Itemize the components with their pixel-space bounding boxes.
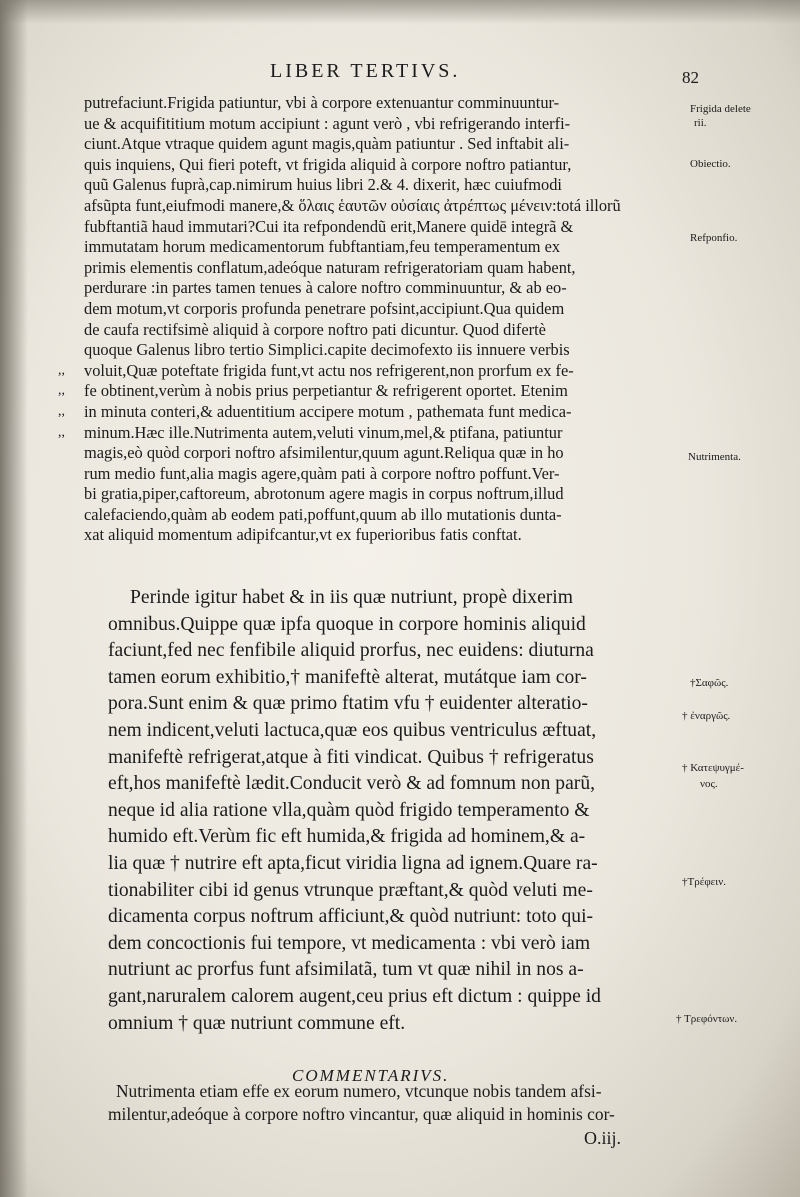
text-line: magis,eò quòd corpori noftro afsimilentur,quum agunt.Reliqua quæ in ho	[84, 443, 564, 463]
margin-note-greek: † Κατεψυγμέ-	[682, 762, 744, 774]
text-line: bi gratia,piper,caftoreum, abrotonum agere magis in corpus noftrum,illud	[84, 484, 564, 504]
quote-mark: ,,	[58, 362, 65, 378]
text-line: pora.Sunt enim & quæ primo ftatim vfu † euidenter alteratio-	[108, 693, 588, 715]
margin-note-greek: †Τρέφειν.	[682, 876, 726, 888]
text-line: quoque Galenus libro tertio Simplici.capite decimofexto iis innuere verbis	[84, 340, 570, 360]
text-line: omnium † quæ nutriunt commune eft.	[108, 1012, 406, 1034]
text-line-quoted	[58, 422, 684, 444]
text-line: de caufa rectifsimè aliquid à corpore noftro pati dicuntur. Quod difertè	[84, 319, 546, 339]
text-line: afsũpta funt,eiufmodi manere,& ὅλαις ἑαυτῶν οὐσίαις ἀτρέπτως μένειν:totá illorũ	[84, 195, 621, 215]
text-line: immutatam horum medicamentorum fubftantiam,feu temperamentum ex	[84, 237, 561, 257]
text-line: putrefaciunt.Frigida patiuntur, vbi à corpore extenuantur comminuuntur-	[84, 93, 560, 112]
text-line: manifeftè refrigerat,atque à fiti vindicat. Quibus † refrigeratus	[108, 746, 594, 768]
margin-note-greek-cont: νος.	[700, 778, 718, 790]
text-line-quoted	[58, 401, 684, 423]
text-line: dicamenta corpus noftrum afficiunt,& quòd nutriunt: toto qui-	[108, 906, 594, 928]
text-line: eft,hos manifeftè lædit.Conducit verò & ad fomnum non parũ,	[108, 773, 596, 795]
text-line: xat aliquid momentum adipifcantur,vt ex fuperioribus fatis conftat.	[84, 525, 522, 545]
text-line: Perinde igitur habet & in iis quæ nutriunt, propè dixerim	[130, 587, 573, 608]
commentary-paragraph	[108, 1080, 688, 1126]
text-line: rum medio funt,alia magis agere,quàm pati à corpore noftro poffunt.Ver-	[84, 463, 560, 483]
small-type-paragraph	[58, 93, 684, 546]
text-line-quoted	[58, 381, 684, 402]
quote-mark: ,,	[58, 383, 65, 399]
quote-mark: ,,	[58, 424, 65, 440]
folio-number: 82	[682, 68, 699, 87]
text-line-content: fe obtinent,verùm à nobis prius perpetiantur & refrigerent oportet. Etenim	[84, 381, 568, 401]
text-line: omnibus.Quippe quæ ipfa quoque in corpore hominis aliquid	[108, 613, 586, 635]
text-line: gant,naruralem calorem augent,ceu prius eft dictum : quippe id	[108, 985, 601, 1007]
margin-note-obiectio: Obiectio.	[690, 158, 731, 170]
text-line: tamen eorum exhibitio,† manifeftè alterat, mutátque iam cor-	[108, 666, 587, 688]
margin-note-frigida-cont: rii.	[694, 117, 707, 129]
text-line-content: minum.Hæc ille.Nutrimenta autem,veluti vinum,mel,& ptifana, patiuntur	[84, 422, 563, 442]
text-line-content: voluit,Quæ poteftate frigida funt,vt actu nos refrigerent,non prorfum ex fe-	[84, 360, 574, 380]
text-line: dem concoctionis fui tempore, vt medicamenta : vbi verò iam	[108, 932, 591, 954]
text-line-content: in minuta conteri,& aduentitium accipere motum , pathemata funt medica-	[84, 401, 572, 421]
signature-mark: O.iij.	[584, 1128, 622, 1148]
gutter-shadow	[0, 0, 28, 1197]
text-line-quoted	[58, 360, 684, 382]
margin-note-responsio: Refponfio.	[690, 232, 738, 244]
text-line: dem motum,vt corporis profunda penetrare pofsint,accipiunt.Qua quidem	[84, 298, 565, 318]
large-type-paragraph	[108, 585, 688, 1037]
text-line: primis elementis conflatum,adeóque naturam refrigeratoriam quam habent,	[84, 257, 576, 277]
text-line: perdurare :in partes tamen tenues à calore noftro comminuuntur, & ab eo-	[84, 278, 567, 298]
text-line: humido eft.Verùm fic eft humida,& frigida ad hominem,& a-	[108, 826, 586, 848]
text-line: faciunt,fed nec fenfibile aliquid prorfus, nec euidens: diuturna	[108, 640, 594, 662]
text-line: lia quæ † nutrire eft apta,ficut viridia ligna ad ignem.Quare ra-	[108, 852, 598, 874]
text-line: nem indicent,veluti lactuca,quæ eos quibus ventriculus æftuat,	[108, 719, 597, 741]
margin-note-greek: †Σαφῶς.	[690, 677, 729, 689]
commentary-heading: COMMENTARIVS.	[292, 1066, 450, 1085]
text-line: ciunt.Atque vtraque quidem agunt magis,quàm patiuntur . Sed inftabit ali-	[84, 134, 570, 154]
quote-mark: ,,	[58, 403, 65, 419]
margin-note-nutrimenta: Nutrimenta.	[688, 451, 741, 463]
top-edge-shadow	[0, 0, 800, 24]
text-line: nutriunt ac prorfus funt afsimilatã, tum vt quæ nihil in nos a-	[108, 959, 584, 981]
text-line: quis inquiens, Qui fieri poteft, vt frigida aliquid à corpore noftro patiantur,	[84, 154, 572, 174]
text-line: neque id alia ratione vlla,quàm quòd frigido temperamento &	[108, 799, 590, 821]
running-head: LIBER TERTIVS.	[270, 60, 461, 82]
margin-note-frigida: Frigida delete	[690, 103, 751, 115]
margin-note-greek: † ἐναργῶς.	[682, 710, 731, 722]
margin-note-greek: † Τρεφόντων.	[676, 1013, 738, 1025]
text-line: fubftantiã haud immutari?Cui ita refpondendũ erit,Manere quidē integrã &	[84, 216, 574, 236]
text-line: ue & acquifititium motum accipiunt : agunt verò , vbi refrigerando interfi-	[84, 113, 571, 133]
text-line: Nutrimenta etiam effe ex eorum numero, vtcunque nobis tandem afsi-	[116, 1081, 602, 1101]
text-line: calefaciendo,quàm ab eodem pati,poffunt,quum ab illo mutationis dunta-	[84, 504, 562, 524]
text-line: quũ Galenus fuprà,cap.nimirum huius libri 2.& 4. dixerit, hæc cuiufmodi	[84, 175, 562, 195]
text-line: milentur,adeóque à corpore noftro vincantur, quæ aliquid in hominis cor-	[108, 1104, 615, 1124]
text-line: tionabiliter cibi id genus vtrunque præftant,& quòd veluti me-	[108, 879, 593, 901]
